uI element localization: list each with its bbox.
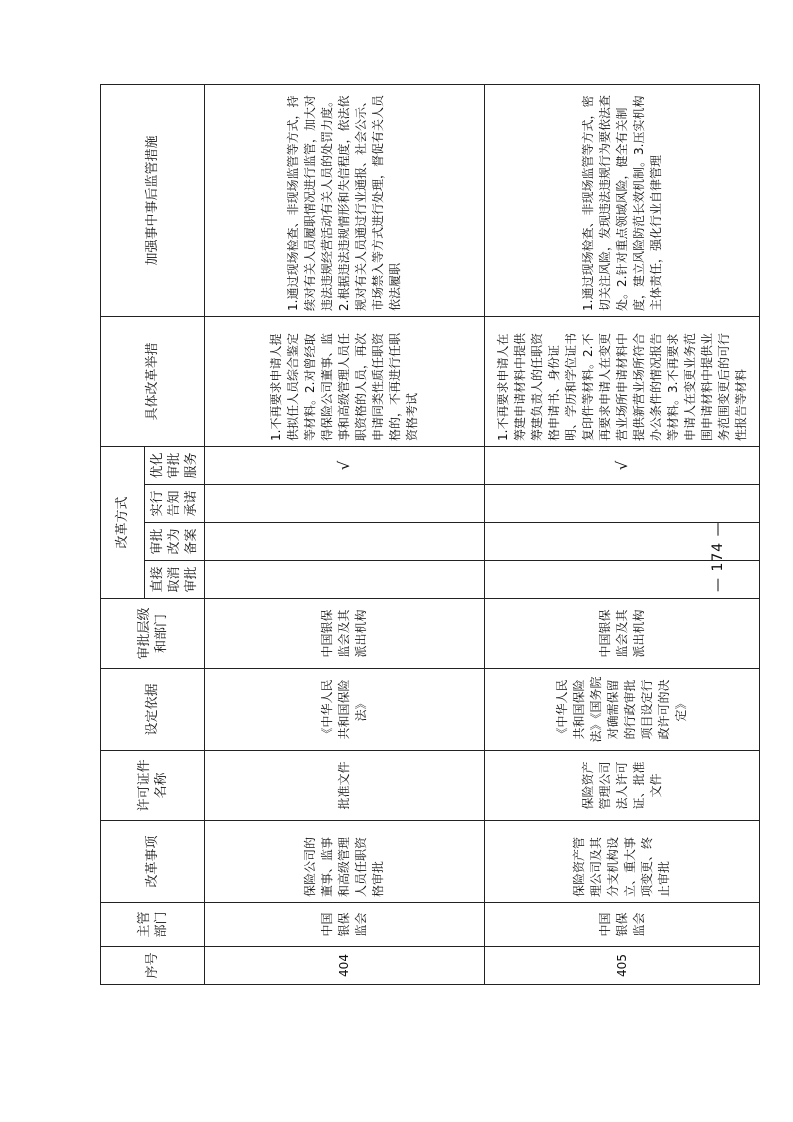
- row-seq: 405: [485, 947, 760, 985]
- header-measures: 具体改革举措: [101, 317, 205, 447]
- row-measures: 1.不再要求申请人提供拟任人员综合鉴定等材料。2.对曾经取得保险公司董事、监事和高级管理人员任职资格的人员，再次申请同类性质任职资格的，不再进行任职资格考试: [205, 317, 485, 447]
- row-seq: 404: [205, 947, 485, 985]
- header-mode-promise: 实行告知承诺: [145, 485, 205, 523]
- row-measures: 1.不再要求申请人在筹建申请材料中提供筹建负责人的任职资格申请书、身份证明、学历和学位证书复印件等材料。2.不再要求申请人在变更营业场所申请材料中提供新营业场所符合办公条件的情况报告等材料。3.不再要求申请人在变更业务范围申请材料中提供业务范围变更后的可行性报告等材料: [485, 317, 760, 447]
- header-dept: 主管部门: [101, 903, 205, 947]
- header-seq: 序号: [101, 947, 205, 985]
- header-mode-cancel: 直接取消审批: [145, 561, 205, 599]
- row-optimize-check: √: [205, 447, 485, 485]
- row-item: 保险公司的董事、监事和高级管理人员任职资格审批: [205, 821, 485, 903]
- row-supervision: 1.通过现场检查、非现场监管等方式，密切关注风险，发现违法违规行为要依法查处。2.针对重点领域风险，健全有关制度，建立风险防范长效机制。3.压实机构主体责任，强化行业自律管理: [485, 85, 760, 317]
- header-mode: 改革方式: [101, 447, 145, 599]
- header-supervision: 加强事中事后监管措施: [101, 85, 205, 317]
- row-basis: 《中华人民共和国保险法》《国务院对确需保留的行政审批项目设定行政许可的决定》: [485, 669, 760, 751]
- header-row-1: [101, 85, 145, 985]
- row-item: 保险资产管理公司及其分支机构设立、重大事项变更、终止审批: [485, 821, 760, 903]
- row-level: 中国银保监会及其派出机构: [485, 599, 760, 669]
- row-cancel: [205, 561, 485, 599]
- row-promise: [485, 485, 760, 523]
- page-number: — 174 —: [710, 521, 726, 592]
- header-mode-filing: 审批改为备案: [145, 523, 205, 561]
- header-basis: 设定依据: [101, 669, 205, 751]
- header-license: 许可证件名称: [101, 751, 205, 821]
- row-license: 批准文件: [205, 751, 485, 821]
- reform-table: [100, 84, 760, 985]
- row-optimize-check: √: [485, 447, 760, 485]
- row-supervision: 1.通过现场检查、非现场监管等方式，持续对有关人员履职情况进行监管，加大对违法违规经营活动有关人员的处罚力度。2.根据违法违规情形和失信程度，依法依规对有关人员通过行业通报、社会公示、市场禁入等方式进行处理，督促有关人员依法履职: [205, 85, 485, 317]
- row-dept: 中国银保监会: [485, 903, 760, 947]
- row-dept: 中国银保监会: [205, 903, 485, 947]
- table-row: [205, 85, 485, 985]
- row-basis: 《中华人民共和国保险法》: [205, 669, 485, 751]
- row-promise: [205, 485, 485, 523]
- header-mode-optimize: 优化审批服务: [145, 447, 205, 485]
- row-license: 保险资产管理公司法人许可证、批准文件: [485, 751, 760, 821]
- header-item: 改革事项: [101, 821, 205, 903]
- row-level: 中国银保监会及其派出机构: [205, 599, 485, 669]
- header-level: 审批层级和部门: [101, 599, 205, 669]
- row-filing: [205, 523, 485, 561]
